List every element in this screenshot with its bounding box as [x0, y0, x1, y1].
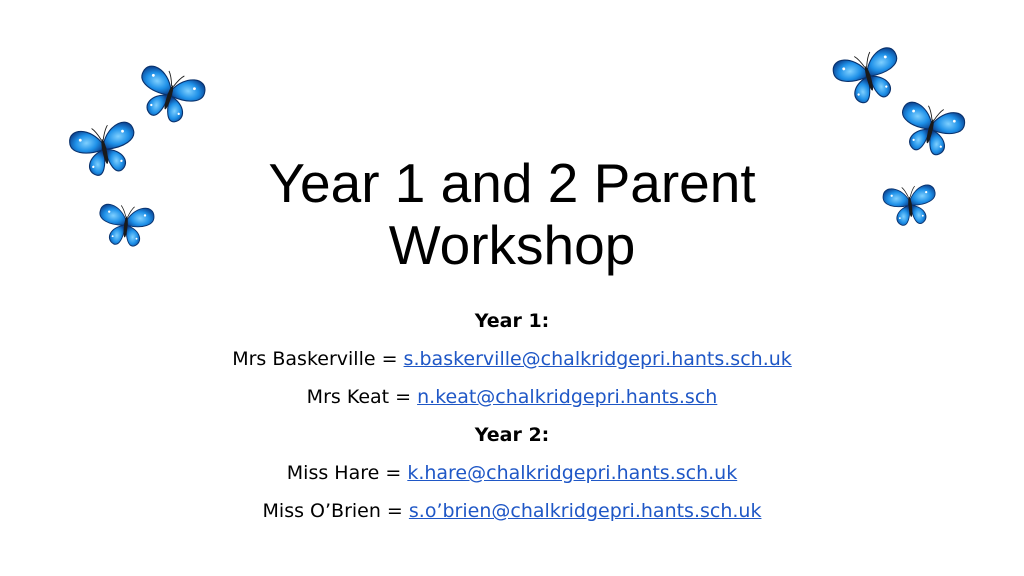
email-link[interactable]: n.keat@chalkridgepri.hants.sch	[417, 386, 718, 408]
title-line-1: Year 1 and 2 Parent	[268, 152, 756, 214]
slide-title	[0, 152, 1024, 276]
contact-name: Mrs Baskerville =	[232, 348, 404, 370]
contact-name: Mrs Keat =	[306, 386, 418, 408]
contact-name: Miss Hare =	[286, 462, 408, 484]
email-link[interactable]: s.baskerville@chalkridgepri.hants.sch.uk	[403, 348, 792, 370]
contact-name: Miss O’Brien =	[262, 500, 409, 522]
butterfly-icon	[134, 58, 206, 130]
email-link[interactable]: s.o’brien@chalkridgepri.hants.sch.uk	[408, 500, 762, 522]
contact-row	[0, 340, 1024, 378]
contact-row	[0, 454, 1024, 492]
contact-row	[0, 378, 1024, 416]
contact-list	[0, 302, 1024, 530]
year1-heading: Year 1:	[474, 310, 550, 332]
year2-heading: Year 2:	[474, 424, 550, 446]
title-line-2: Workshop	[388, 214, 636, 276]
contact-row	[0, 492, 1024, 530]
butterfly-icon	[832, 40, 904, 110]
email-link[interactable]: k.hare@chalkridgepri.hants.sch.uk	[407, 462, 738, 484]
